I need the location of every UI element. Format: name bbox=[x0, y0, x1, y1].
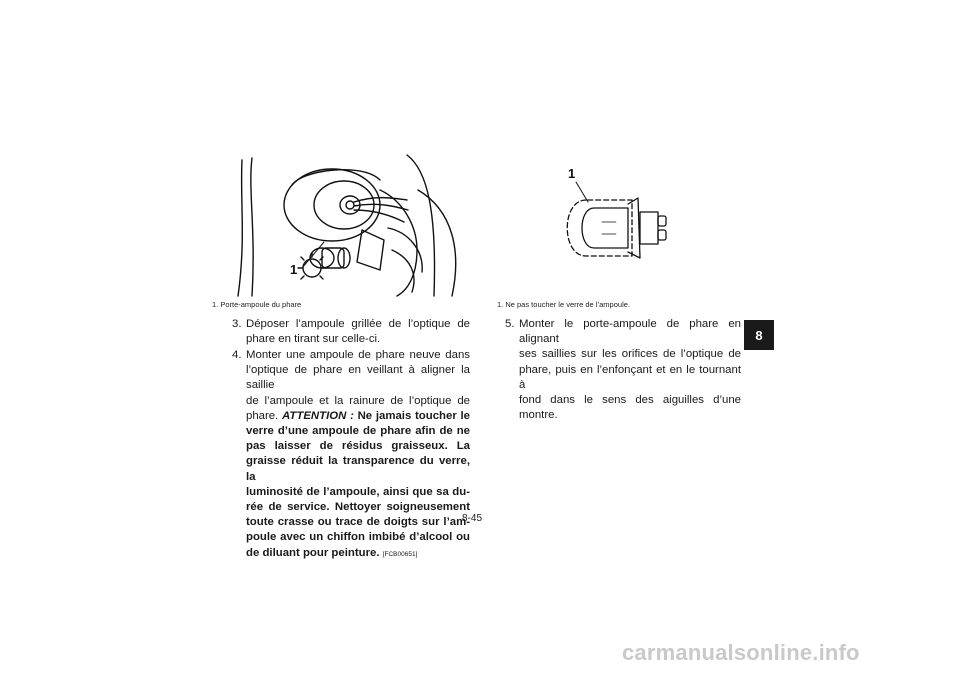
attention-text: graisse réduit la transparence du verre, la bbox=[246, 455, 470, 483]
watermark: carmanualsonline.info bbox=[622, 640, 860, 665]
step-line-prefix: phare. bbox=[246, 409, 279, 422]
step-number: 5. bbox=[505, 318, 515, 330]
figure-left-callout: 1 bbox=[290, 262, 298, 277]
step-line: phare, puis en l’enfonçant et en le tournant à bbox=[519, 363, 741, 391]
step-line: de l’ampoule et la rainure de l’optique de bbox=[246, 394, 470, 407]
attention-text: luminosité de l’ampoule, ainsi que sa du- bbox=[246, 485, 470, 498]
step-line: Monter le porte-ampoule de phare en alignant bbox=[519, 318, 741, 346]
attention-text: Ne jamais toucher le bbox=[357, 409, 470, 422]
figure-left-caption: 1. Porte-ampoule du phare bbox=[212, 300, 302, 309]
step-line: l’optique de phare en veillant à aligner la saillie bbox=[246, 364, 470, 392]
figure-right-callout: 1 bbox=[568, 166, 576, 181]
reference-code: [FCB00651] bbox=[382, 550, 418, 558]
attention-line bbox=[246, 409, 470, 424]
section-tab: 8 bbox=[744, 320, 774, 350]
attention-last-line bbox=[246, 546, 470, 562]
attention-label: ATTENTION : bbox=[282, 409, 354, 422]
attention-text: rée de service. Nettoyer soigneusement bbox=[246, 501, 470, 514]
step-number: 4. bbox=[232, 349, 242, 361]
attention-text: poule avec un chiffon imbibé d’alcool ou bbox=[246, 531, 470, 544]
headlight-bulb-illustration bbox=[556, 160, 696, 270]
figure-right-caption: 1. Ne pas toucher le verre de l’ampoule. bbox=[497, 300, 630, 309]
page-number: 8-45 bbox=[462, 513, 483, 524]
attention-text: toute crasse ou trace de doigts sur l’am- bbox=[246, 516, 470, 529]
step-line: fond dans le sens des aiguilles d’une montre. bbox=[519, 394, 741, 422]
step-line: ses saillies sur les orifices de l’optique de bbox=[519, 348, 741, 361]
step-4 bbox=[232, 348, 470, 562]
step-line: phare en tirant sur celle-ci. bbox=[246, 333, 381, 346]
attention-text: verre d’une ampoule de phare afin de ne bbox=[246, 425, 470, 438]
attention-text: pas laisser de résidus graisseux. La bbox=[246, 440, 470, 453]
step-line: Déposer l’ampoule grillée de l’optique de bbox=[246, 318, 470, 330]
step-3 bbox=[232, 317, 470, 347]
step-line: Monter une ampoule de phare neuve dans bbox=[246, 349, 470, 361]
attention-text: de diluant pour peinture. bbox=[246, 546, 380, 559]
step-5 bbox=[505, 317, 741, 423]
step-number: 3. bbox=[232, 318, 242, 330]
headlight-holder-illustration bbox=[212, 150, 477, 298]
